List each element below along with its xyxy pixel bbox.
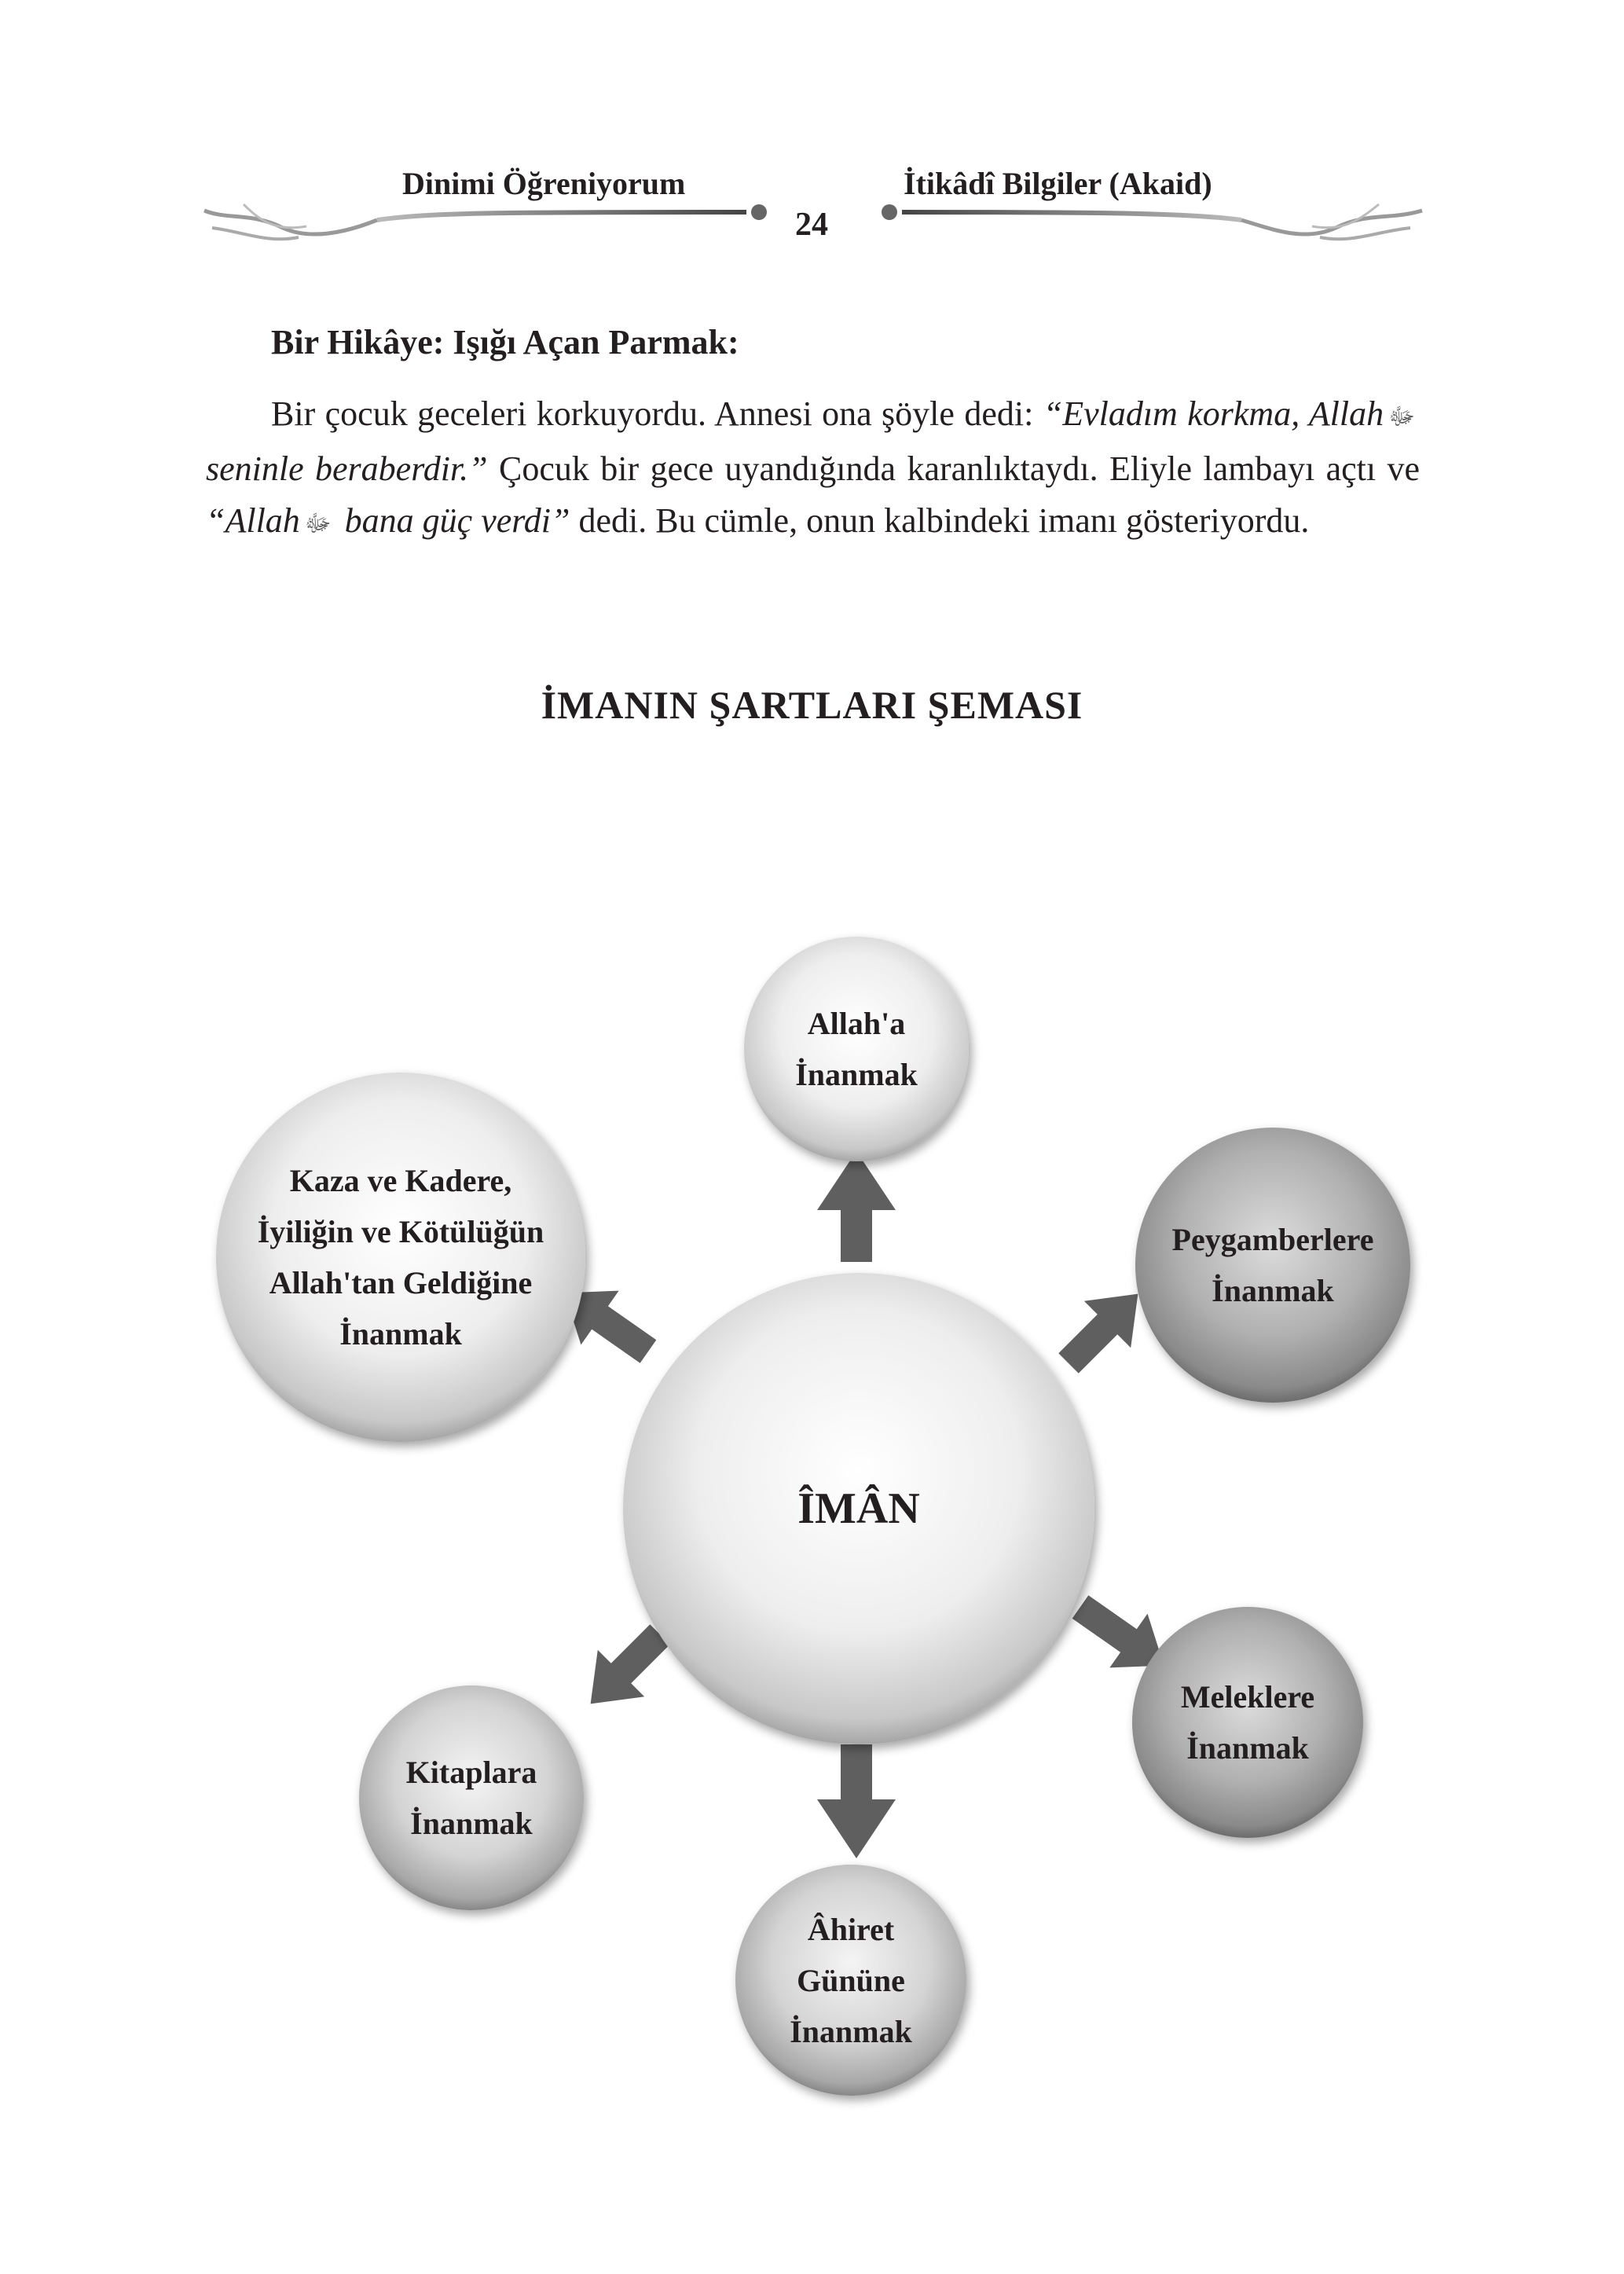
story-text-2: Çocuk bir gece uyandığında karanlıktaydı. Eliyle lambayı açtı ve — [487, 449, 1420, 488]
peygamber-label: Peygamberlere İnanmak — [1171, 1222, 1374, 1308]
arrow-allah — [817, 1151, 896, 1262]
jalla-jalaluhu-glyph: ﷻ — [1388, 403, 1416, 430]
quote-1-part-a: “Evladım korkma, Allah — [1043, 394, 1384, 433]
quote-1-part-b: seninle beraberdir.” — [206, 449, 488, 488]
story-title: Bir Hikâye: Işığı Açan Parmak: — [271, 323, 739, 361]
arrow-ahiret — [817, 1744, 896, 1858]
jalla-jalaluhu-glyph-2: ﷻ — [304, 510, 332, 537]
allah-label: Allah'a İnanmak — [795, 1006, 918, 1092]
page-number: 24 — [795, 207, 828, 243]
quote-2-part-a: “Allah — [206, 501, 300, 540]
iman-label: ÎMÂN — [797, 1484, 920, 1533]
ahiret-label: Âhiret Gününe İnanmak — [790, 1911, 912, 2049]
story-text-1: Bir çocuk geceleri korkuyordu. Annesi ona şöyle dedi: — [271, 394, 1043, 433]
story-text-3: dedi. Bu cümle, onun kalbindeki imanı gösteriyordu. — [570, 501, 1310, 540]
kitap-label: Kitaplara İnanmak — [405, 1755, 537, 1841]
quote-2-part-b: bana güç verdi” — [335, 501, 570, 540]
kaza-label: Kaza ve Kadere, İyiliğin ve Kötülüğün Allah'tan Geldiğine İnanmak — [257, 1163, 544, 1352]
running-header-chapter-title: İtikâdî Bilgiler (Akaid) — [904, 166, 1212, 201]
diagram-title: İMANIN ŞARTLARI ŞEMASI — [541, 683, 1083, 727]
running-header-book-title: Dinimi Öğreniyorum — [402, 166, 686, 201]
melek-label: Meleklere İnanmak — [1180, 1679, 1315, 1766]
